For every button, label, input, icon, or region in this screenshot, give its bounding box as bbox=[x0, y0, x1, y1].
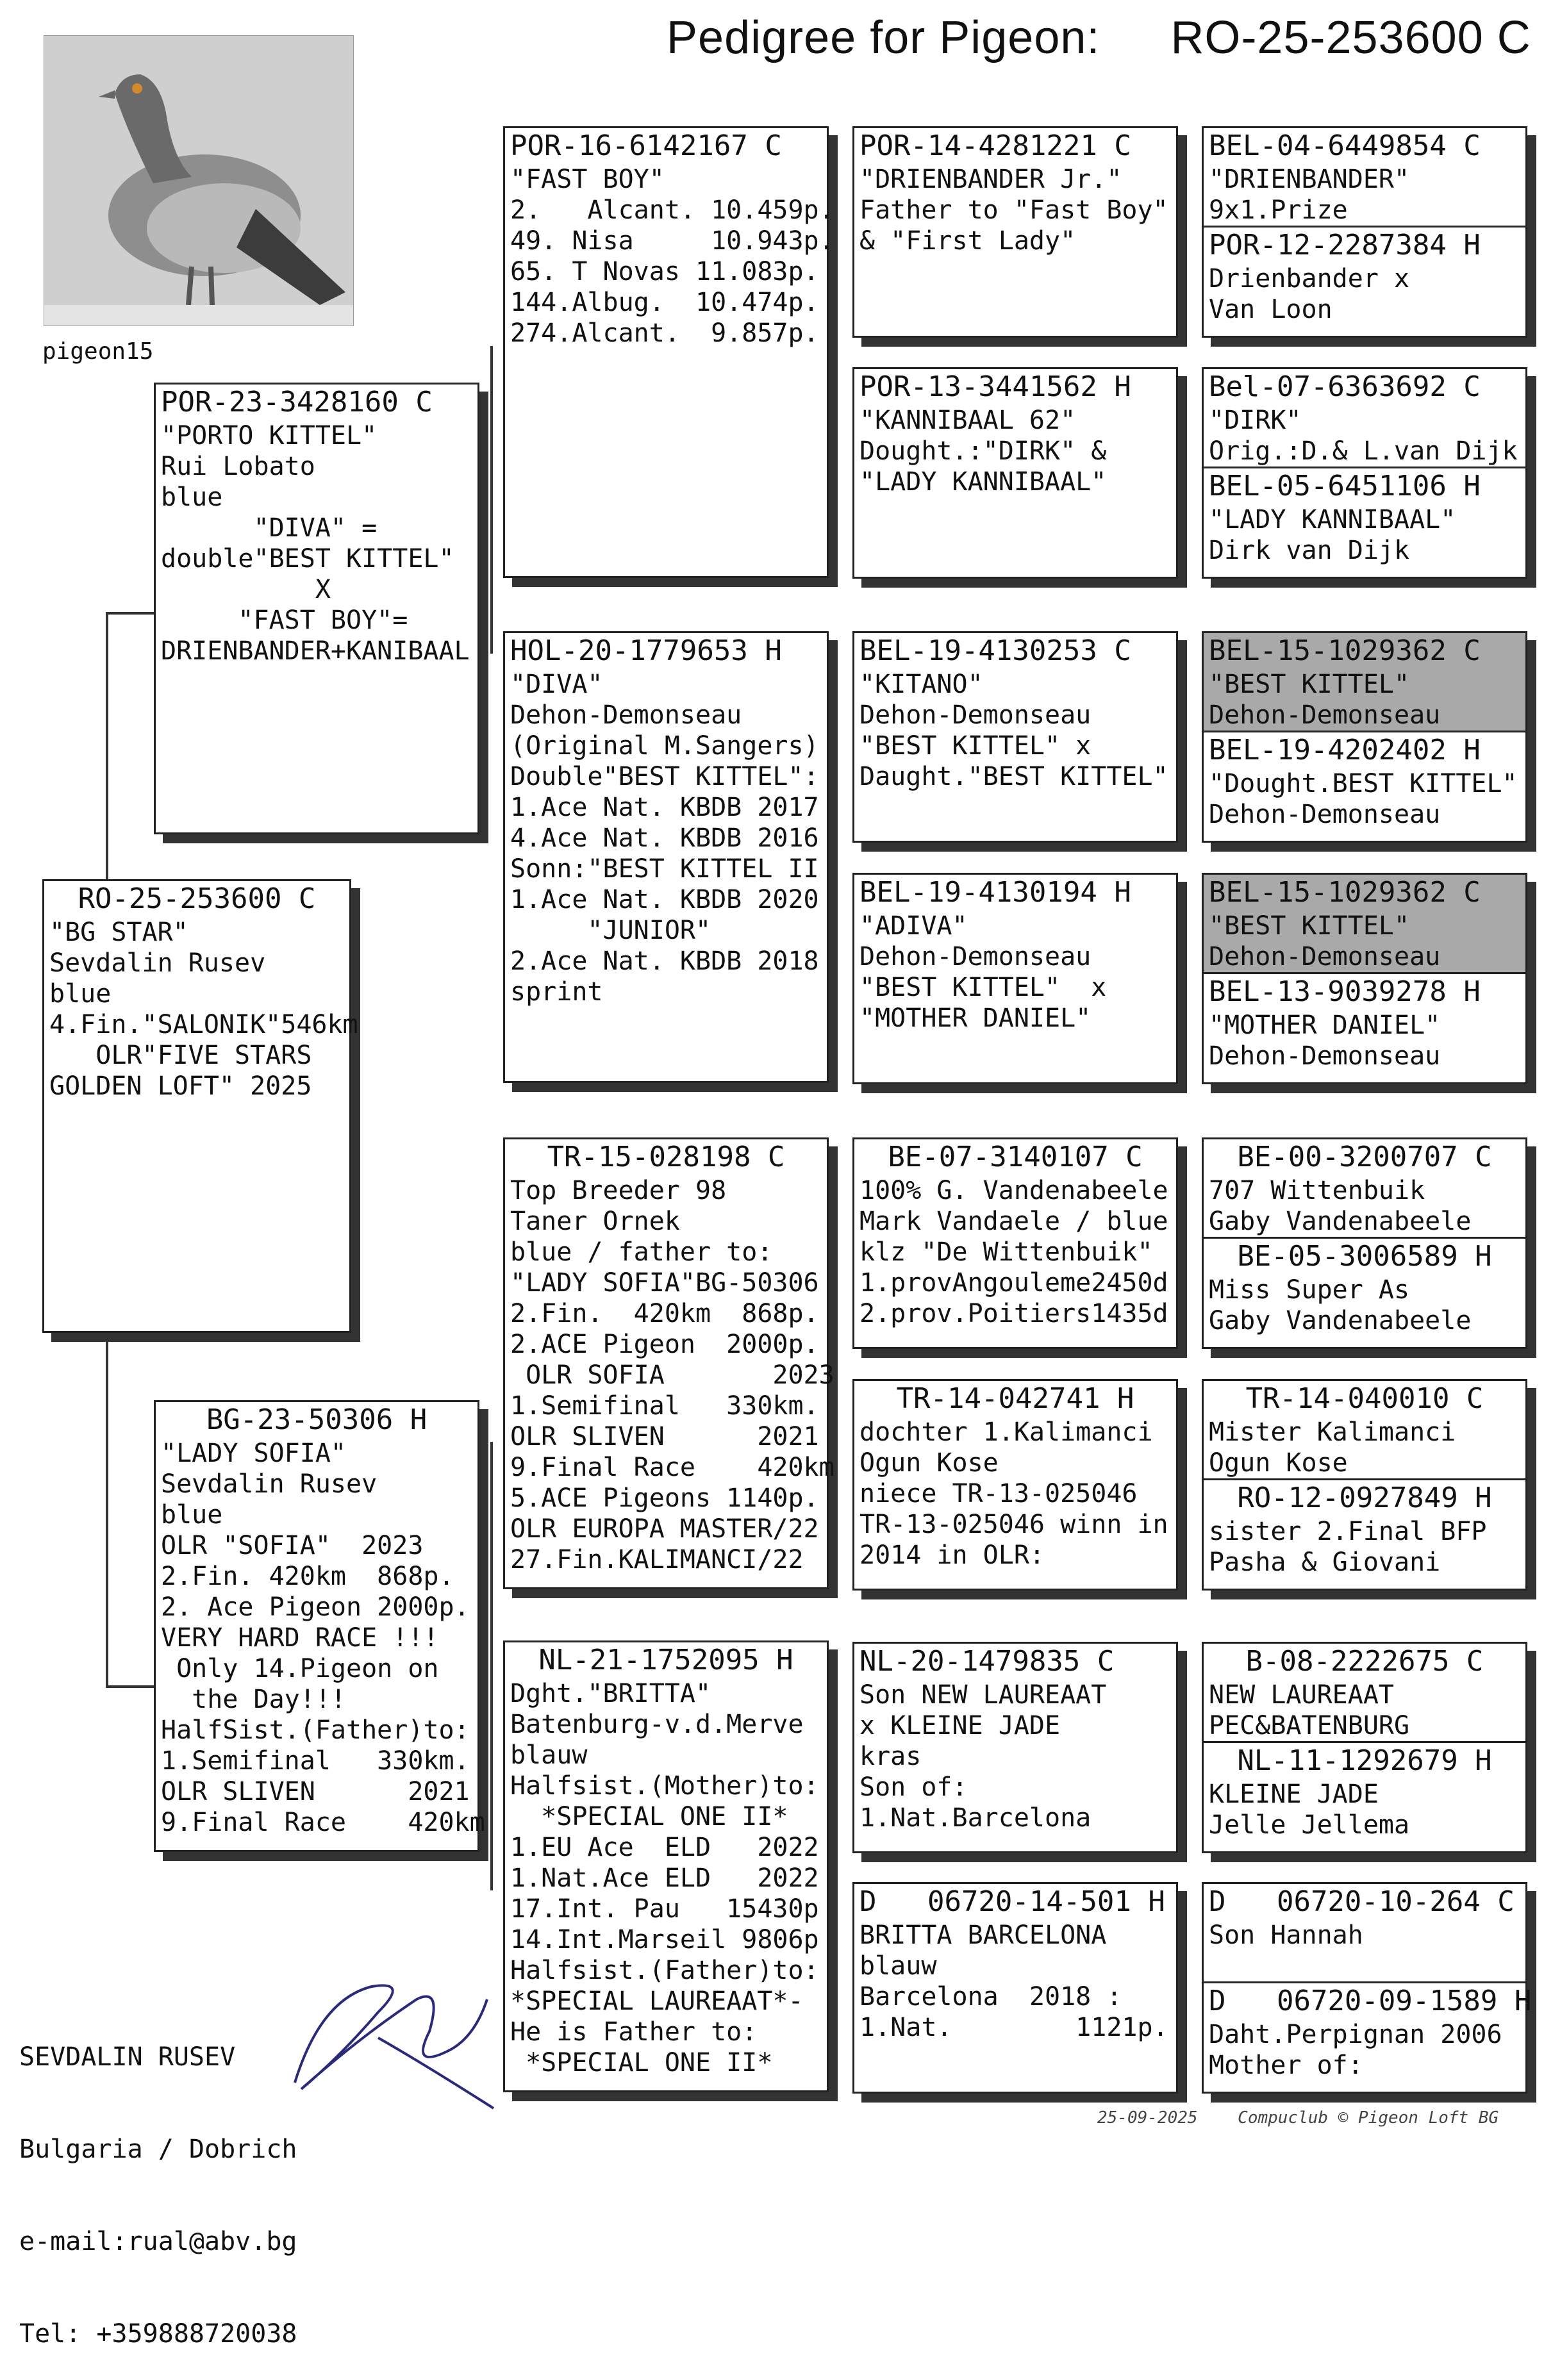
info-line: 4.Fin."SALONIK"546km bbox=[49, 1010, 358, 1039]
dam-pigeon bbox=[154, 1400, 485, 1852]
info-line: 2.ACE Pigeon 2000p. bbox=[510, 1330, 819, 1359]
info-line: "LADY SOFIA" bbox=[161, 1439, 346, 1468]
g4-pair-box bbox=[1202, 1379, 1527, 1591]
ring-number: NL-11-1292679 H bbox=[1237, 1744, 1492, 1777]
info-line: 274.Alcant. 9.857p. bbox=[510, 318, 819, 348]
info-line: & "First Lady" bbox=[859, 226, 1076, 256]
info-line: Dehon-Demonseau bbox=[1209, 942, 1441, 971]
info-line: TR-13-025046 winn in bbox=[859, 1510, 1168, 1539]
info-line: "DIVA" = bbox=[161, 513, 378, 543]
info-line: "DRIENBANDER" bbox=[1209, 165, 1410, 194]
page-title bbox=[667, 12, 1531, 64]
info-line: "BEST KITTEL" bbox=[1209, 670, 1410, 699]
info-line: Drienbander x bbox=[1209, 264, 1410, 293]
g4-pair-box bbox=[1202, 873, 1527, 1084]
great-grandparent-box bbox=[852, 631, 1178, 843]
info-line: Orig.:D.& L.van Dijk bbox=[1209, 436, 1518, 466]
ring-number: BG-23-50306 H bbox=[206, 1403, 428, 1436]
info-line: Pasha & Giovani bbox=[1209, 1548, 1441, 1577]
info-line: *SPECIAL LAUREAAT*- bbox=[510, 1987, 804, 2016]
info-line: "BEST KITTEL" x bbox=[859, 731, 1092, 761]
info-line: "BG STAR" bbox=[49, 918, 188, 947]
info-line: *SPECIAL ONE II* bbox=[510, 2048, 773, 2078]
pigeon-photo bbox=[44, 35, 354, 326]
info-line: "Dought.BEST KITTEL" bbox=[1209, 769, 1518, 798]
info-line: 1.EU Ace ELD 2022 bbox=[510, 1833, 819, 1862]
ring-number: BE-07-3140107 C bbox=[888, 1141, 1143, 1173]
info-line: 9x1.Prize bbox=[1209, 195, 1348, 225]
info-line: 1.Semifinal 330km. bbox=[161, 1746, 470, 1776]
g4-pair-box bbox=[1202, 1882, 1532, 2094]
info-line: Barcelona 2018 : bbox=[859, 1982, 1122, 2012]
ring-number: NL-21-1752095 H bbox=[538, 1644, 793, 1676]
owner-location: Bulgaria / Dobrich bbox=[19, 2135, 297, 2164]
info-line: HalfSist.(Father)to: bbox=[161, 1715, 470, 1745]
info-line: blauw bbox=[510, 1740, 588, 1770]
ring-number: RO-25-253600 C bbox=[78, 882, 316, 915]
info-line: 100% G. Vandenabeele bbox=[859, 1176, 1168, 1205]
ring-number: TR-14-040010 C bbox=[1245, 1382, 1484, 1415]
g4-pair-box bbox=[1202, 1137, 1527, 1349]
info-line: OLR SOFIA 2023 bbox=[510, 1360, 834, 1390]
info-line: "DRIENBANDER Jr." bbox=[859, 165, 1122, 194]
info-line: Top Breeder 98 bbox=[510, 1176, 727, 1205]
info-line: GOLDEN LOFT" 2025 bbox=[49, 1071, 312, 1101]
info-line: 2.Ace Nat. KBDB 2018 bbox=[510, 946, 819, 976]
info-line: "FAST BOY" bbox=[510, 165, 665, 194]
ring-number: TR-14-042741 H bbox=[896, 1382, 1134, 1415]
info-line: Batenburg-v.d.Merve bbox=[510, 1710, 804, 1739]
info-line: 1.Ace Nat. KBDB 2017 bbox=[510, 793, 819, 822]
info-line: the Day!!! bbox=[161, 1685, 346, 1714]
ring-number: BEL-05-6451106 H bbox=[1209, 470, 1481, 502]
info-line: blue / father to: bbox=[510, 1237, 773, 1267]
info-line: OLR EUROPA MASTER/22 bbox=[510, 1514, 819, 1544]
info-line: blue bbox=[49, 979, 112, 1009]
info-line: dochter 1.Kalimanci bbox=[859, 1417, 1153, 1447]
info-line: Son NEW LAUREAAT bbox=[859, 1680, 1107, 1710]
info-line: 2.Fin. 420km 868p. bbox=[161, 1562, 454, 1591]
info-line: Dehon-Demonseau bbox=[859, 700, 1092, 730]
ring-number: D 06720-10-264 C bbox=[1209, 1885, 1515, 1918]
info-line: NEW LAUREAAT bbox=[1209, 1680, 1394, 1710]
info-line: niece TR-13-025046 bbox=[859, 1479, 1138, 1508]
info-line: "LADY KANNIBAAL" bbox=[1209, 505, 1456, 534]
info-line: Halfsist.(Father)to: bbox=[510, 1956, 819, 1985]
ring-number: D 06720-14-501 H bbox=[859, 1885, 1165, 1918]
great-grandparent-box bbox=[852, 1882, 1178, 2094]
connector bbox=[490, 346, 493, 654]
ring-number: BE-05-3006589 H bbox=[1237, 1240, 1492, 1273]
info-line: 1.Nat.Barcelona bbox=[859, 1803, 1092, 1833]
title-label: Pedigree for Pigeon: bbox=[667, 12, 1100, 63]
info-line: "DIRK" bbox=[1209, 406, 1302, 435]
info-line: "DIVA" bbox=[510, 670, 603, 699]
info-line: "MOTHER DANIEL" bbox=[1209, 1011, 1441, 1040]
info-line: Sevdalin Rusev bbox=[49, 948, 266, 978]
info-line: Only 14.Pigeon on bbox=[161, 1654, 439, 1683]
info-line: 144.Albug. 10.474p. bbox=[510, 288, 819, 317]
info-line: He is Father to: bbox=[510, 2017, 758, 2047]
ring-number: BEL-19-4202402 H bbox=[1209, 734, 1481, 766]
footer-credit: Compuclub © Pigeon Loft BG bbox=[1238, 2108, 1499, 2128]
info-line: Rui Lobato bbox=[161, 452, 315, 481]
great-grandparent-box bbox=[852, 126, 1178, 338]
info-line: blauw bbox=[859, 1951, 937, 1981]
info-line: blue bbox=[161, 483, 223, 512]
ring-number: BEL-04-6449854 C bbox=[1209, 129, 1481, 162]
grandparent-box bbox=[503, 1137, 834, 1589]
connector bbox=[106, 1685, 154, 1688]
g4-pair-box bbox=[1202, 631, 1527, 843]
info-line: Miss Super As bbox=[1209, 1275, 1410, 1305]
info-line: double"BEST KITTEL" bbox=[161, 544, 454, 574]
info-line: 2. Ace Pigeon 2000p. bbox=[161, 1592, 470, 1622]
info-line: 2.Fin. 420km 868p. bbox=[510, 1299, 819, 1328]
info-line: Dought.:"DIRK" & bbox=[859, 436, 1107, 466]
grandparent-box bbox=[503, 126, 834, 578]
info-line: Sevdalin Rusev bbox=[161, 1469, 378, 1499]
info-line: Dirk van Dijk bbox=[1209, 536, 1410, 565]
info-line: Jelle Jellema bbox=[1209, 1810, 1410, 1840]
great-grandparent-box bbox=[852, 1642, 1178, 1853]
info-line: BRITTA BARCELONA bbox=[859, 1921, 1107, 1950]
info-line: sister 2.Final BFP bbox=[1209, 1517, 1487, 1546]
info-line: Halfsist.(Mother)to: bbox=[510, 1771, 819, 1801]
g4-pair-box bbox=[1202, 126, 1527, 338]
photo-caption: pigeon15 bbox=[42, 338, 154, 365]
info-line: 5.ACE Pigeons 1140p. bbox=[510, 1483, 819, 1513]
ring-number: POR-14-4281221 C bbox=[859, 129, 1131, 162]
info-line: Gaby Vandenabeele bbox=[1209, 1306, 1472, 1335]
ring-number: BEL-15-1029362 C bbox=[1209, 634, 1481, 667]
ring-number: B-08-2222675 C bbox=[1245, 1645, 1484, 1678]
ring-number: NL-20-1479835 C bbox=[859, 1645, 1115, 1678]
info-line: 1.provAngouleme2450d bbox=[859, 1268, 1168, 1298]
info-line: Mother of: bbox=[1209, 2051, 1363, 2080]
info-line: Ogun Kose bbox=[1209, 1448, 1348, 1478]
ring-number: POR-12-2287384 H bbox=[1209, 229, 1481, 261]
info-line: 4.Ace Nat. KBDB 2016 bbox=[510, 823, 819, 853]
sire-pigeon bbox=[154, 383, 479, 834]
info-line: Mister Kalimanci bbox=[1209, 1417, 1456, 1447]
owner-email: e-mail:rual@abv.bg bbox=[19, 2227, 297, 2256]
info-line: Dehon-Demonseau bbox=[1209, 800, 1441, 829]
footer-date: 25-09-2025 bbox=[1097, 2108, 1198, 2128]
info-line: Dehon-Demonseau bbox=[1209, 700, 1441, 730]
g4-pair-box bbox=[1202, 367, 1527, 579]
info-line: Dehon-Demonseau bbox=[510, 700, 742, 730]
info-line: 49. Nisa 10.943p. bbox=[510, 226, 834, 256]
info-line: VERY HARD RACE !!! bbox=[161, 1623, 439, 1653]
info-line: 1.Semifinal 330km. bbox=[510, 1391, 819, 1421]
info-line: 2014 in OLR: bbox=[859, 1541, 1045, 1570]
info-line: blue bbox=[161, 1500, 223, 1530]
title-ring: RO-25-253600 C bbox=[1170, 12, 1531, 63]
info-line: klz "De Wittenbuik" bbox=[859, 1237, 1153, 1267]
owner-phone: Tel: +359888720038 bbox=[19, 2319, 297, 2349]
info-line: "LADY KANNIBAAL" bbox=[859, 467, 1107, 497]
connector bbox=[106, 1333, 108, 1685]
info-line: Father to "Fast Boy" bbox=[859, 195, 1168, 225]
info-line: 27.Fin.KALIMANCI/22 bbox=[510, 1545, 804, 1574]
footer bbox=[1097, 2108, 1498, 2128]
ring-number: POR-13-3441562 H bbox=[859, 370, 1131, 403]
info-line: "FAST BOY"= bbox=[161, 606, 408, 635]
ring-number: HOL-20-1779653 H bbox=[510, 634, 782, 667]
connector bbox=[106, 612, 154, 615]
info-line: 1.Nat. 1121p. bbox=[859, 2013, 1168, 2042]
info-line: *SPECIAL ONE II* bbox=[510, 1802, 788, 1831]
info-line: 2. Alcant. 10.459p. bbox=[510, 195, 834, 225]
ring-number: BEL-19-4130253 C bbox=[859, 634, 1131, 667]
ring-number: POR-23-3428160 C bbox=[161, 386, 433, 418]
ring-number: BEL-13-9039278 H bbox=[1209, 975, 1481, 1008]
info-line: OLR "SOFIA" 2023 bbox=[161, 1531, 424, 1560]
ring-number: Bel-07-6363692 C bbox=[1209, 370, 1481, 403]
info-line: 9.Final Race 420km bbox=[510, 1453, 834, 1482]
info-line: 9.Final Race 420km bbox=[161, 1808, 485, 1837]
ring-number: BEL-19-4130194 H bbox=[859, 876, 1131, 909]
info-line: Gaby Vandenabeele bbox=[1209, 1207, 1472, 1236]
info-line: X bbox=[161, 575, 331, 604]
info-line: "BEST KITTEL" bbox=[1209, 911, 1410, 941]
owner-name: SEVDALIN RUSEV bbox=[19, 2042, 236, 2072]
info-line: x KLEINE JADE bbox=[859, 1711, 1061, 1740]
ring-number: RO-12-0927849 H bbox=[1237, 1482, 1492, 1514]
info-line: (Original M.Sangers) bbox=[510, 731, 819, 761]
grandparent-box bbox=[503, 1640, 829, 2092]
great-grandparent-box bbox=[852, 1379, 1178, 1591]
info-line: "MOTHER DANIEL" bbox=[859, 1004, 1092, 1033]
info-line: "KITANO" bbox=[859, 670, 983, 699]
info-line: 707 Wittenbuik bbox=[1209, 1176, 1425, 1205]
info-line: DRIENBANDER+KANIBAAL bbox=[161, 636, 470, 666]
info-line: sprint bbox=[510, 977, 603, 1007]
info-line: Son Hannah bbox=[1209, 1921, 1363, 1950]
info-line: Double"BEST KITTEL": bbox=[510, 762, 819, 791]
info-line: OLR SLIVEN 2021 bbox=[161, 1777, 470, 1806]
info-line: Taner Ornek bbox=[510, 1207, 680, 1236]
info-line: Dehon-Demonseau bbox=[1209, 1041, 1441, 1071]
info-line: Dehon-Demonseau bbox=[859, 942, 1092, 971]
info-line: 17.Int. Pau 15430p bbox=[510, 1894, 819, 1924]
info-line: Daught."BEST KITTEL" bbox=[859, 762, 1168, 791]
info-line: 1.Nat.Ace ELD 2022 bbox=[510, 1864, 819, 1893]
great-grandparent-box bbox=[852, 367, 1178, 579]
ring-number: BE-00-3200707 C bbox=[1237, 1141, 1492, 1173]
info-line: 2.prov.Poitiers1435d bbox=[859, 1299, 1168, 1328]
info-line: 1.Ace Nat. KBDB 2020 bbox=[510, 885, 819, 914]
info-line: "JUNIOR" bbox=[510, 916, 711, 945]
great-grandparent-box bbox=[852, 1137, 1178, 1349]
great-grandparent-box bbox=[852, 873, 1178, 1084]
info-line: Sonn:"BEST KITTEL II bbox=[510, 854, 819, 884]
signature bbox=[282, 1961, 513, 2115]
g4-pair-box bbox=[1202, 1642, 1527, 1853]
info-line: 14.Int.Marseil 9806p bbox=[510, 1925, 819, 1954]
info-line: "LADY SOFIA"BG-50306 bbox=[510, 1268, 819, 1298]
info-line: 65. T Novas 11.083p. bbox=[510, 257, 819, 286]
info-line: "KANNIBAAL 62" bbox=[859, 406, 1076, 435]
ring-number: BEL-15-1029362 C bbox=[1209, 876, 1481, 909]
ring-number: TR-15-028198 C bbox=[547, 1141, 785, 1173]
info-line: KLEINE JADE bbox=[1209, 1780, 1379, 1809]
connector bbox=[106, 612, 108, 881]
info-line: "PORTO KITTEL" bbox=[161, 421, 378, 450]
info-line: "ADIVA" bbox=[859, 911, 968, 941]
info-line: OLR SLIVEN 2021 bbox=[510, 1422, 819, 1451]
ring-number: D 06720-09-1589 H bbox=[1209, 1985, 1532, 2017]
info-line: "BEST KITTEL" x bbox=[859, 973, 1107, 1002]
connector bbox=[490, 1442, 493, 1890]
info-line: Dght."BRITTA" bbox=[510, 1679, 711, 1708]
info-line: Van Loon bbox=[1209, 295, 1332, 324]
info-line: PEC&BATENBURG bbox=[1209, 1711, 1410, 1740]
owner-info bbox=[19, 1980, 297, 2380]
info-line: Mark Vandaele / blue bbox=[859, 1207, 1168, 1236]
info-line: Ogun Kose bbox=[859, 1448, 999, 1478]
ring-number: POR-16-6142167 C bbox=[510, 129, 782, 162]
grandparent-box bbox=[503, 631, 829, 1083]
info-line: Son of: bbox=[859, 1773, 968, 1802]
info-line: OLR"FIVE STARS bbox=[49, 1041, 312, 1070]
subject-pigeon bbox=[42, 879, 358, 1333]
info-line: kras bbox=[859, 1742, 922, 1771]
info-line: Daht.Perpignan 2006 bbox=[1209, 2020, 1502, 2049]
